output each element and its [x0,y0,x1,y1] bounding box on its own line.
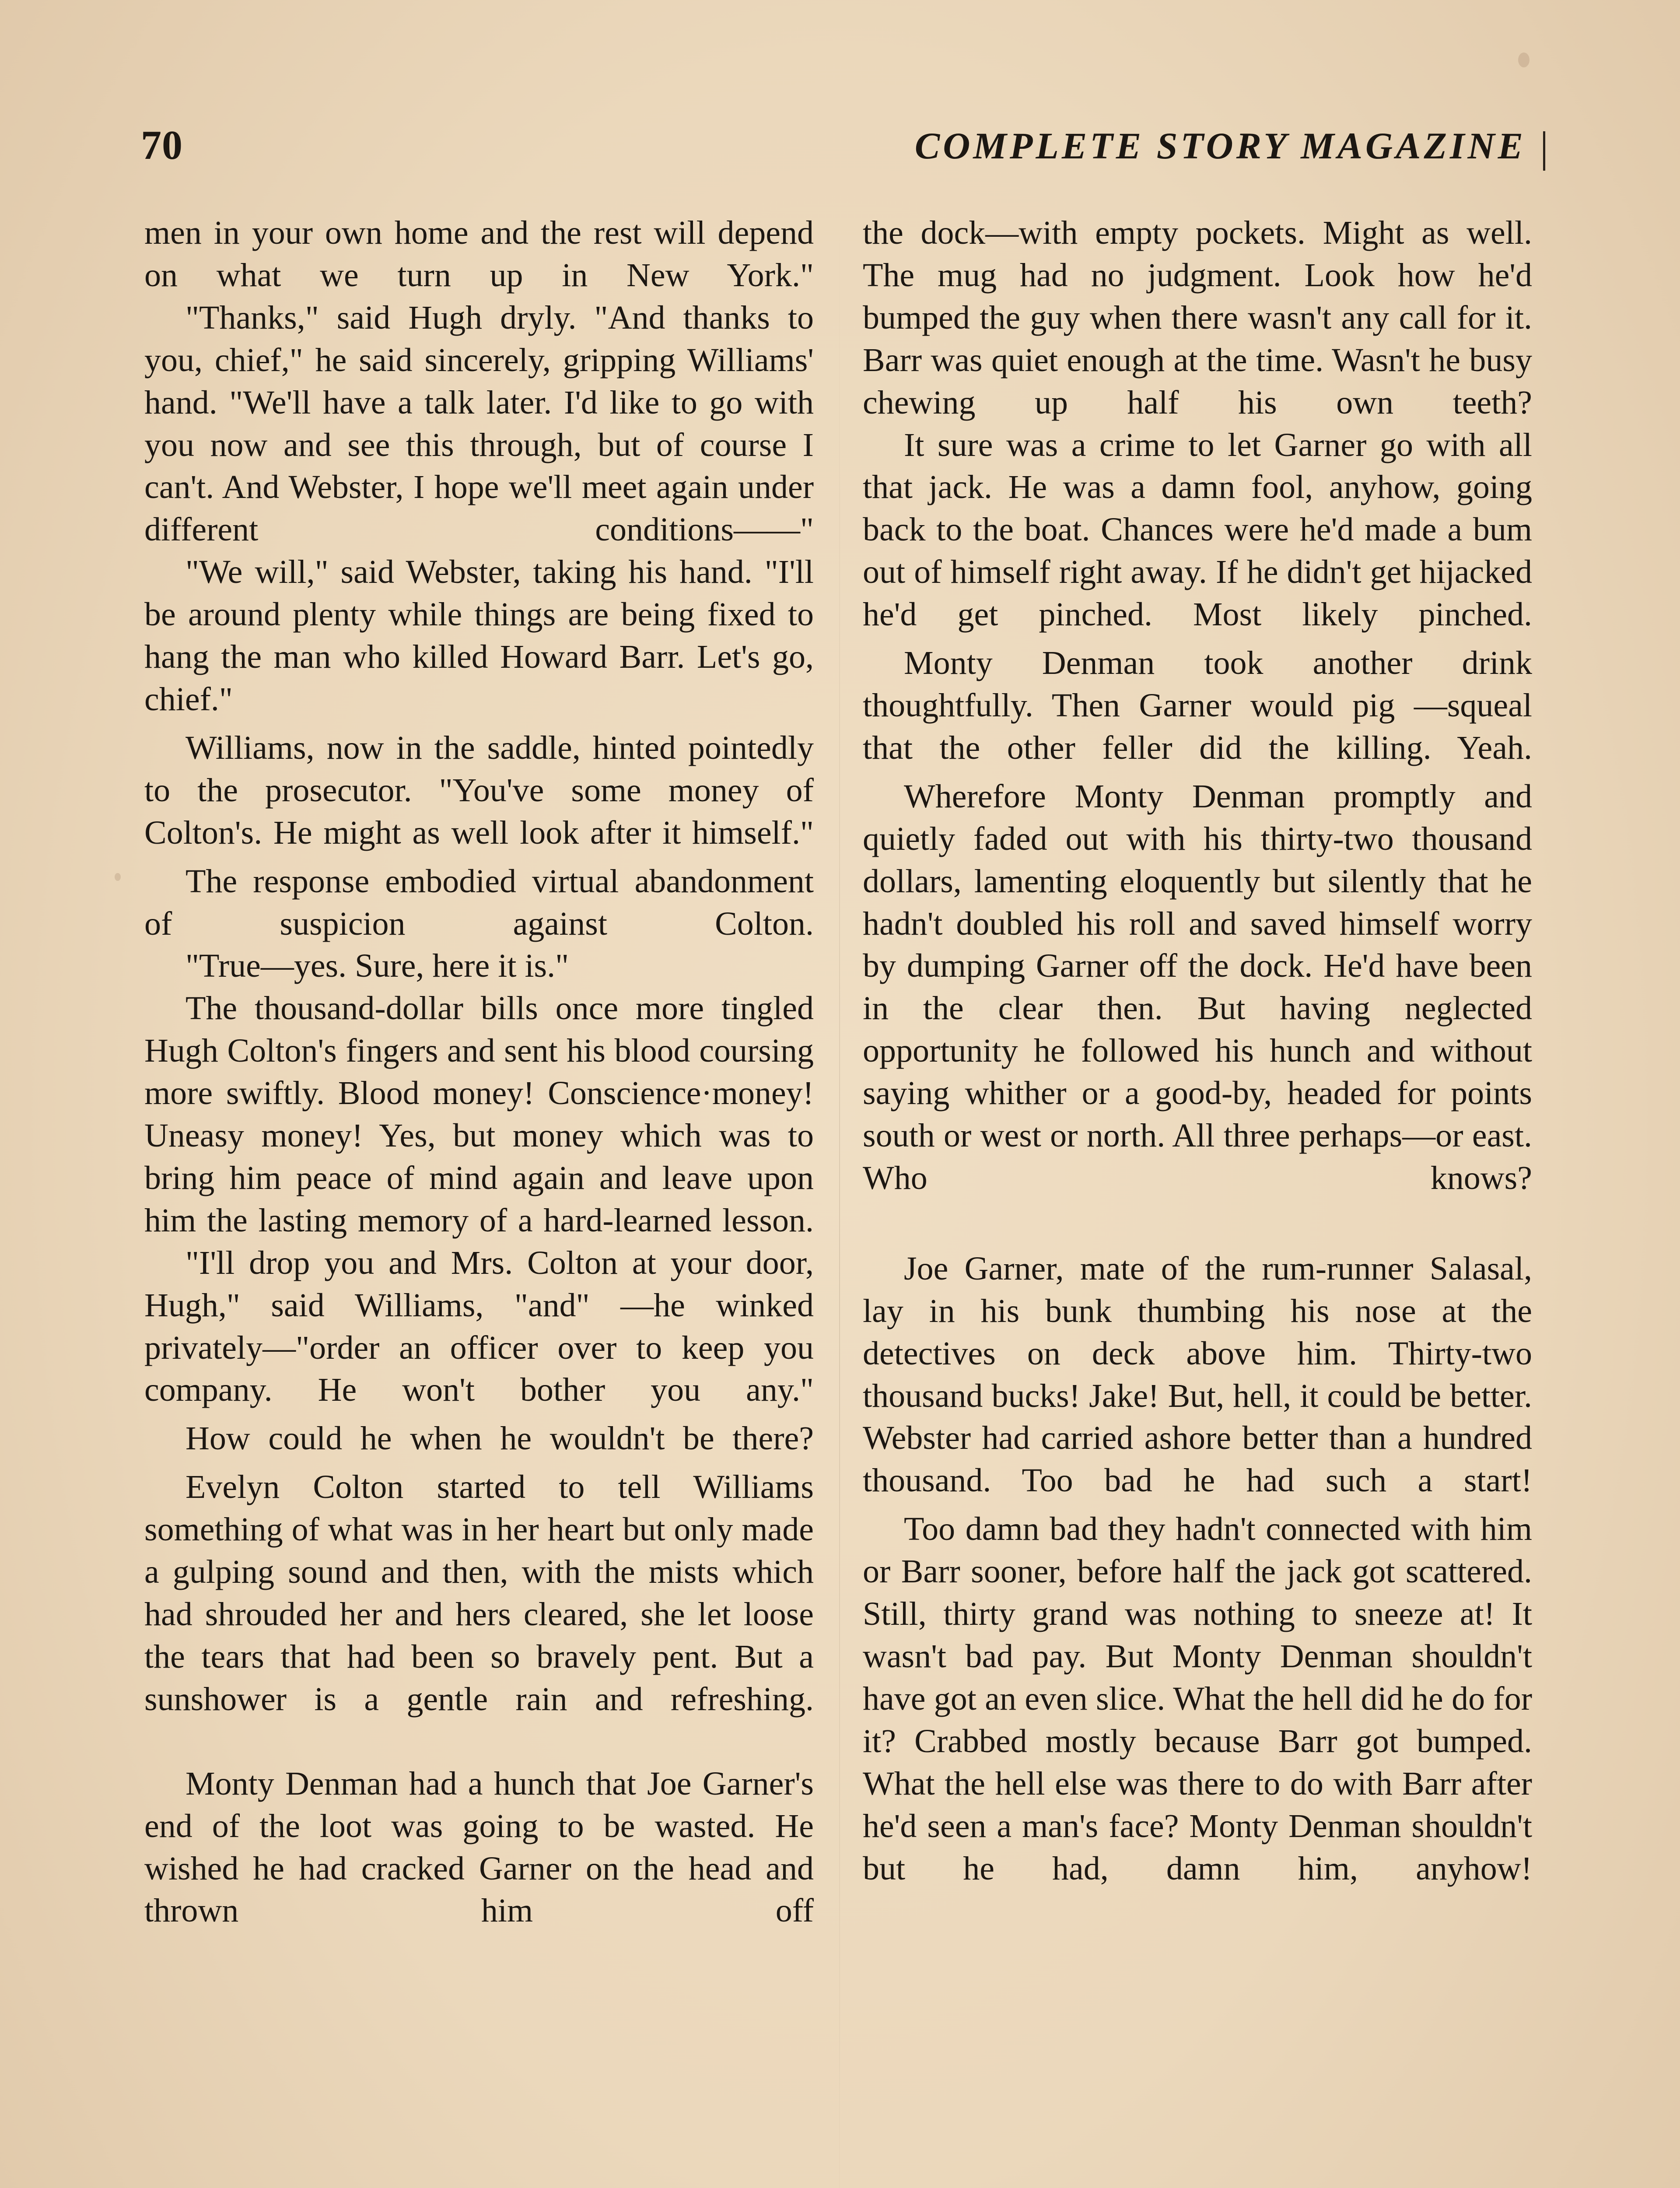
paragraph: Monty Denman took another drink thoughtfully. Then Garner would pig —squeal that the other feller did the killing. Yeah. [863,645,1532,766]
running-head: COMPLETE STORY MAGAZINE [914,125,1526,167]
paragraph: Williams, now in the saddle, hinted pointedly to the prosecutor. "You've some money of Colton's. He might as well look after it himself." [144,729,814,851]
paragraph: Joe Garner, mate of the rum-runner Salasal, lay in his bunk thumbing his nose at the detectives on deck above him. Thirty-two thousand bucks! Jake! But, hell, it could be better. Webster had carried ashore better than a hundred thousand. Too bad he had such a start! [863,1250,1532,1499]
paragraph: Monty Denman had a hunch that Joe Garner's end of the loot was going to be wasted. He wished he had cracked Garner on the head and thrown him off [144,1765,814,1929]
paper-blemish [1352,1440,1357,1447]
paragraph: Evelyn Colton started to tell Williams something of what was in her heart but only made a gulping sound and then, with the mists which had shrouded her and hers cleared, she let loose the tears that had been so bravely pent. But a sunshower is a gentle rain and refreshing. [144,1469,814,1718]
paragraph: "True—yes. Sure, here it is." [186,947,569,985]
paper-blemish [1518,53,1530,67]
paragraph: men in your own home and the rest will depend on what we turn up in New York." [144,214,814,294]
paragraph: the dock—with empty pockets. Might as well. The mug had no judgment. Look how he'd bumped the guy when there wasn't any call for it. Barr was quiet enough at the time. Wasn't he busy chewing up half his own teeth? [863,214,1532,421]
paragraph: Too damn bad they hadn't connected with him or Barr sooner, before half the jack got scattered. Still, thirty grand was nothing to sneeze at! It wasn't bad pay. But Monty Denman shouldn't have got an even slice. What the hell did he do for it? Crabbed mostly because Barr got bumped. What the hell else was there to do with Barr after he'd seen a man's face? Monty Denman shouldn't but he had, damn him, anyhow! [863,1511,1532,1887]
left-column [144,212,814,1932]
column-divider [839,221,840,2188]
paragraph: It sure was a crime to let Garner go with all that jack. He was a damn fool, anyhow, going back to the boat. Chances were he'd made a bum out of himself right away. If he didn't get hijacked he'd get pinched. Most likely pinched. [863,426,1532,633]
paper-blemish [115,873,121,881]
paragraph: "I'll drop you and Mrs. Colton at your door, Hugh," said Williams, "and" —he winked privately—"order an officer over to keep you company. He won't bother you any." [144,1244,814,1409]
paragraph: How could he when he wouldn't be there? [186,1420,814,1457]
paragraph: "Thanks," said Hugh dryly. "And thanks to you, chief," he said sincerely, gripping Williams' hand. "We'll have a talk later. I'd like to go with you now and see this through, but of course I can't. And Webster, I hope we'll meet again under different conditions——" [144,299,814,548]
running-head-rule [1543,131,1545,171]
paragraph: The response embodied virtual abandonment of suspicion against Colton. [144,863,814,942]
paragraph: Wherefore Monty Denman promptly and quietly faded out with his thirty-two thousand dollars, lamenting eloquently but silently that he hadn't doubled his roll and saved himself worry by dumping Garner off the dock. He'd have been in the clear then. But having neglected opportunity he followed his hunch and without saying whither or a good-by, headed for points south or west or north. All three perhaps—or east. Who knows? [863,778,1532,1196]
page-number: 70 [141,123,183,168]
paragraph: "We will," said Webster, taking his hand. "I'll be around plenty while things are being fixed to hang the man who killed Howard Barr. Let's go, chief." [144,554,814,718]
right-column [863,212,1532,1890]
paragraph: The thousand-dollar bills once more tingled Hugh Colton's fingers and sent his blood coursing more swiftly. Blood money! Conscience·money! Uneasy money! Yes, but money which was to bring him peace of mind again and leave upon him the lasting memory of a hard-learned lesson. [144,990,814,1239]
